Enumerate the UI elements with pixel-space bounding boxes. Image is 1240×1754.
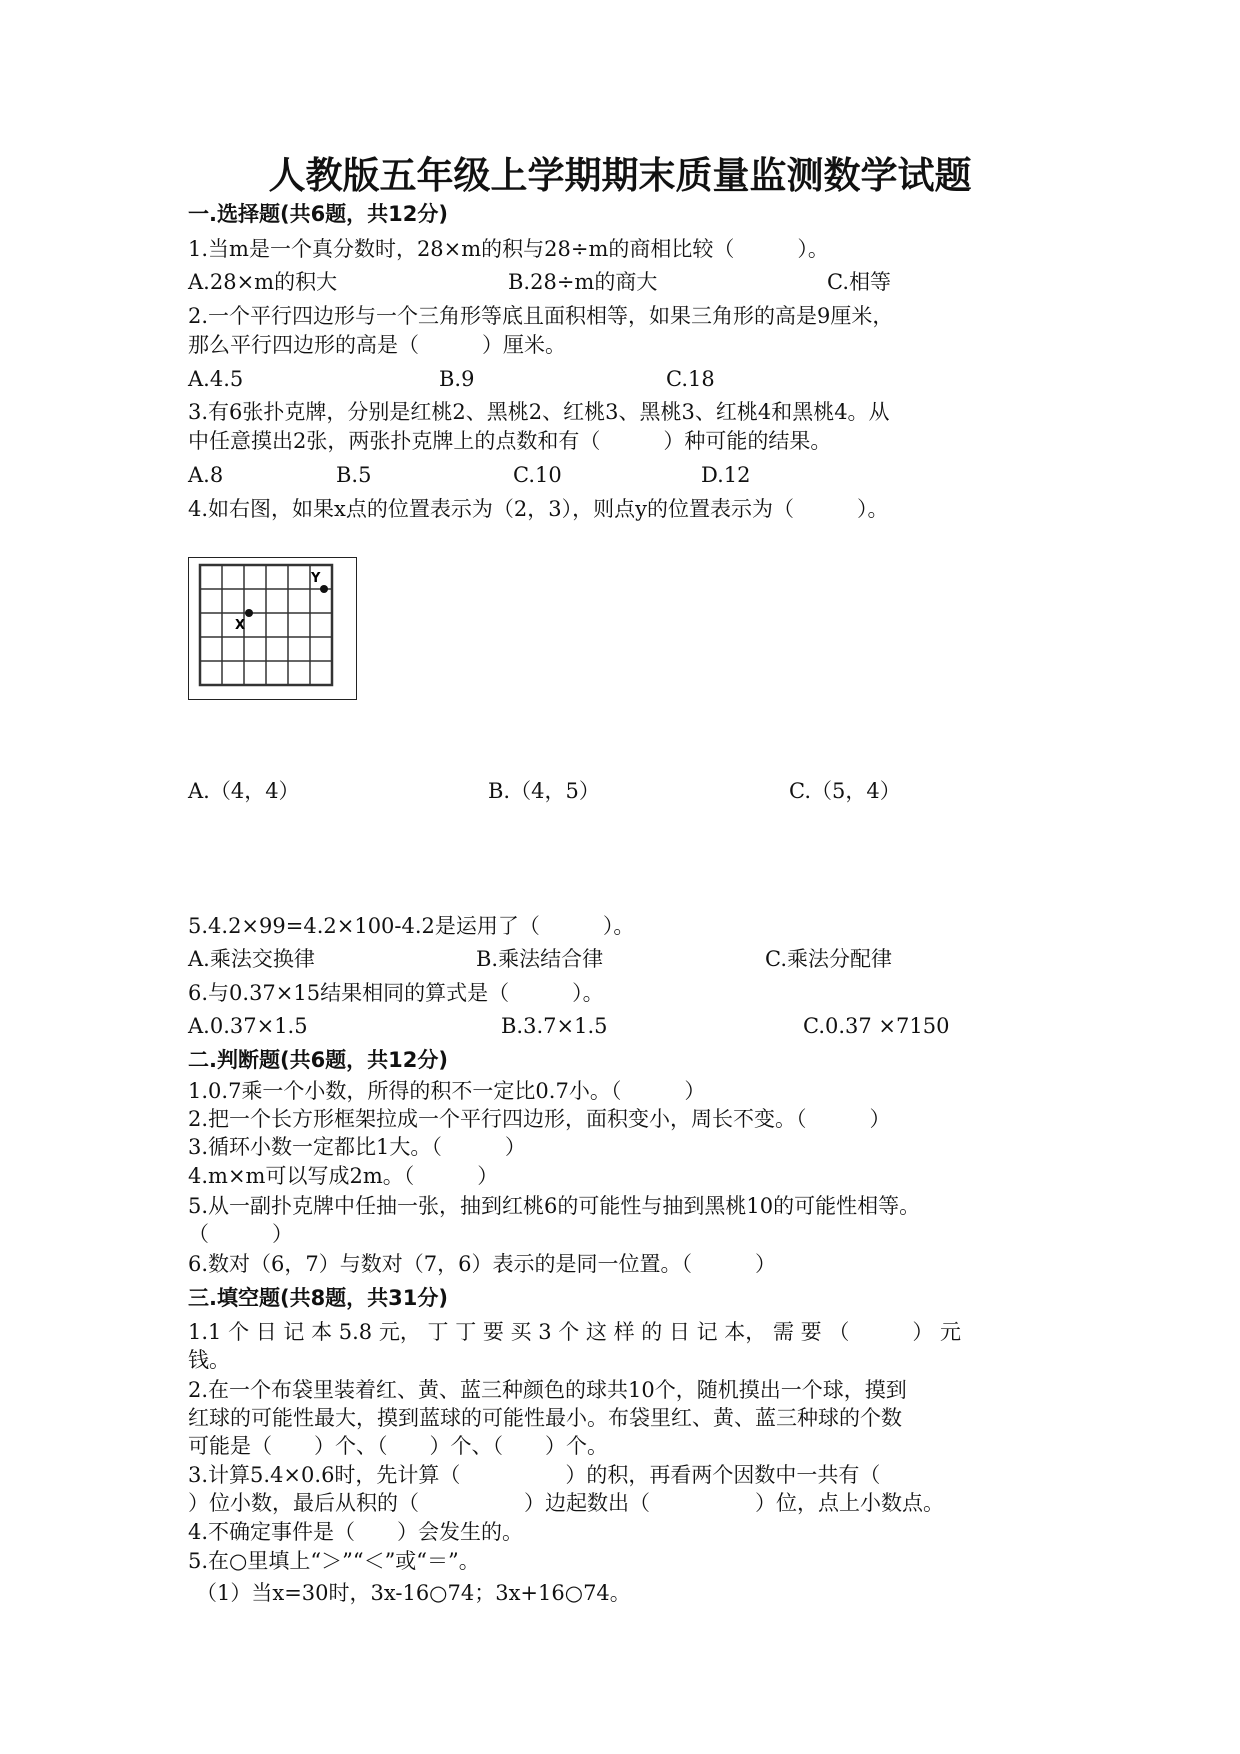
coordinate-grid-svg [189, 558, 356, 699]
q5-option-a: A.乘法交换律 [188, 947, 315, 971]
q4-option-c: C.（5，4） [789, 779, 901, 803]
point-y-marker [320, 585, 328, 593]
question-3-line-1: 3.有6张扑克牌，分别是红桃2、黑桃2、红桃3、黑桃3、红桃4和黑桃4。从 [188, 400, 890, 424]
fill-3-line-1: 3.计算5.4×0.6时，先计算（ ）的积，再看两个因数中一共有（ [188, 1463, 881, 1487]
fill-2-line-3: 可能是（ ）个、（ ）个、（ ）个。 [188, 1434, 608, 1458]
point-x-marker [245, 609, 253, 617]
q4-option-a: A.（4，4） [188, 779, 300, 803]
question-1: 1.当m是一个真分数时，28×m的积与28÷m的商相比较（ ）。 [188, 237, 829, 261]
q2-option-b: B.9 [439, 367, 475, 391]
fill-2-line-1: 2.在一个布袋里装着红、黄、蓝三种颜色的球共10个，随机摸出一个球，摸到 [188, 1378, 907, 1402]
question-3-line-2: 中任意摸出2张，两张扑克牌上的点数和有（ ）种可能的结果。 [188, 429, 832, 453]
coordinate-grid-figure [188, 557, 357, 700]
judge-4: 4.m×m可以写成2m。（ ） [188, 1164, 499, 1188]
q4-option-b: B.（4，5） [488, 779, 600, 803]
point-x-label: X [235, 618, 246, 633]
page-title: 人教版五年级上学期期末质量监测数学试题 [268, 154, 972, 197]
q2-option-c: C.18 [666, 367, 715, 391]
judge-6: 6.数对（6，7）与数对（7，6）表示的是同一位置。（ ） [188, 1252, 776, 1276]
fill-1-line-1: 1.1 个 日 记 本 5.8 元， 丁 丁 要 买 3 个 这 样 的 日 记 本， 需 要 （ ） 元 [188, 1320, 962, 1344]
fill-5: 5.在○里填上“＞”“＜”或“＝”。 [188, 1549, 480, 1573]
q6-option-a: A.0.37×1.5 [188, 1014, 308, 1038]
judge-1: 1.0.7乘一个小数，所得的积不一定比0.7小。（ ） [188, 1079, 706, 1103]
judge-5-line-2: （ ） [188, 1222, 293, 1246]
q3-option-d: D.12 [701, 463, 751, 487]
q3-option-a: A.8 [188, 463, 224, 487]
q5-option-c: C.乘法分配律 [765, 947, 892, 971]
judge-3: 3.循环小数一定都比1大。（ ） [188, 1135, 526, 1159]
q3-option-c: C.10 [513, 463, 562, 487]
q5-option-b: B.乘法结合律 [476, 947, 604, 971]
q1-option-a: A.28×m的积大 [188, 270, 338, 294]
q6-option-b: B.3.7×1.5 [501, 1014, 608, 1038]
question-4: 4.如右图，如果x点的位置表示为（2，3），则点y的位置表示为（ ）。 [188, 497, 889, 521]
fill-4: 4.不确定事件是（ ）会发生的。 [188, 1520, 524, 1544]
fill-2-line-2: 红球的可能性最大，摸到蓝球的可能性最小。布袋里红、黄、蓝三种球的个数 [188, 1406, 902, 1430]
fill-5-part-1: （1）当x=30时，3x-16○74；3x+16○74。 [196, 1581, 631, 1605]
question-2-line-1: 2.一个平行四边形与一个三角形等底且面积相等，如果三角形的高是9厘米， [188, 304, 894, 328]
q6-option-c: C.0.37 ×7150 [803, 1014, 950, 1038]
fill-3-line-2: ）位小数，最后从积的（ ）边起数出（ ）位，点上小数点。 [188, 1491, 944, 1515]
judge-5-line-1: 5.从一副扑克牌中任抽一张，抽到红桃6的可能性与抽到黑桃10的可能性相等。 [188, 1194, 921, 1218]
q2-option-a: A.4.5 [188, 367, 244, 391]
fill-1-line-2: 钱。 [188, 1348, 230, 1372]
question-2-line-2: 那么平行四边形的高是（ ）厘米。 [188, 333, 566, 357]
point-y-label: Y [311, 571, 321, 586]
q1-option-b: B.28÷m的商大 [508, 270, 658, 294]
question-5: 5.4.2×99=4.2×100-4.2是运用了（ ）。 [188, 914, 635, 938]
section-heading-fill: 三.填空题(共8题，共31分) [188, 1286, 449, 1310]
question-6: 6.与0.37×15结果相同的算式是（ ）。 [188, 981, 604, 1005]
q3-option-b: B.5 [336, 463, 372, 487]
section-heading-judge: 二.判断题(共6题，共12分) [188, 1048, 449, 1072]
section-heading-choice: 一.选择题(共6题，共12分) [188, 202, 449, 226]
judge-2: 2.把一个长方形框架拉成一个平行四边形，面积变小，周长不变。（ ） [188, 1107, 891, 1131]
q1-option-c: C.相等 [827, 270, 891, 294]
